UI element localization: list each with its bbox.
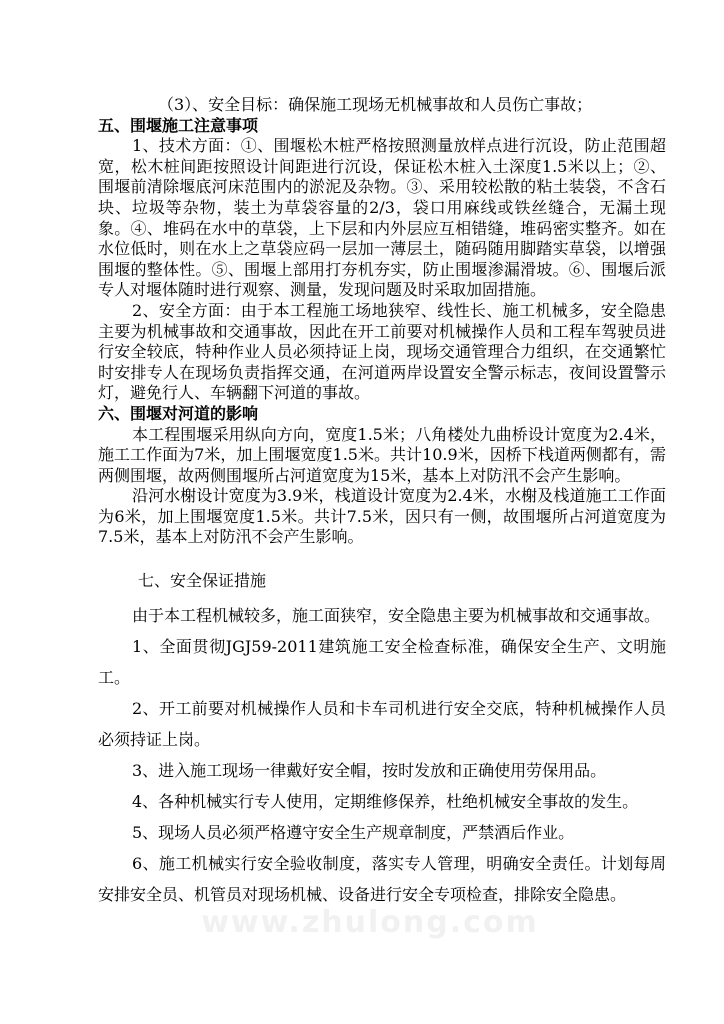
section-6-paragraph-1: 本工程围堰采用纵向方向，宽度1.5米；八角楼处九曲桥设计宽度为2.4米，施工工作面为7米，加上围堰宽度1.5米。共计10.9米，因桥下栈道两侧都有，需两侧围堰，故两侧围堰所占河道宽度为15米，基本上对防汛不会产生影响。 xyxy=(98,424,666,485)
section-7-paragraph: 由于本工程机械较多，施工面狭窄，安全隐患主要为机械事故和交通事故。 xyxy=(132,606,661,625)
section-7-paragraph: 2、开工前要对机械操作人员和卡车司机进行安全交底，特种机械操作人员必须持证上岗。 xyxy=(98,699,666,749)
section-7-body xyxy=(98,600,666,910)
section-7-heading: 七、安全保证措施 xyxy=(138,571,267,590)
section-6-paragraph-2: 沿河水榭设计宽度为3.9米，栈道设计宽度为2.4米，水榭及栈道施工工作面为6米，加上围堰宽度1.5米。共计7.5米，因只有一侧，故围堰所占河道宽度为7.5米，基本上对防汛不会产生影响。 xyxy=(98,486,666,547)
watermark: www.zhulong.com xyxy=(201,905,539,940)
section-5-heading: 五、围堰施工注意事项 xyxy=(98,115,259,135)
section-5-paragraph-2: 2、安全方面：由于本工程施工场地狭窄、线性长、施工机械多，安全隐患主要为机械事故和交通事故，因此在开工前要对机械操作人员和工程车驾驶员进行安全较底，特种作业人员必须持证上岗，现场交通管理合力组织，在交通繁忙时安排专人在现场负责指挥交通，在河道两岸设置安全警示标志，夜间设置警示灯，避免行人、车辆翻下河道的事故。 xyxy=(98,300,666,403)
section-5-paragraph-1: 1、技术方面：①、围堰松木桩严格按照测量放样点进行沉设，防止范围超宽，松木桩间距按照设计间距进行沉设，保证松木桩入土深度1.5米以上；②、围堰前清除堰底河床范围内的淤泥及杂物。③、采用较松散的粘土装袋，不含石块、垃圾等杂物，装土为草袋容量的2/3，袋口用麻线或铁丝缝合，无漏土现象。④、堆码在水中的草袋，上下层和内外层应互相错缝，堆码密实整齐。如在水位低时，则在水上之草袋应码一层加一薄层土，随码随用脚踏实草袋，以增强围堰的整体性。⑤、围堰上部用打夯机夯实，防止围堰渗漏滑坡。⑥、围堰后派专人对堰体随时进行观察、测量，发现问题及时采取加固措施。 xyxy=(98,136,666,300)
section-7-paragraph: 1、全面贯彻JGJ59-2011建筑施工安全检查标准，确保安全生产、文明施工。 xyxy=(98,637,666,687)
section-7-paragraph: 4、各种机械实行专人使用，定期维修保养，杜绝机械安全事故的发生。 xyxy=(132,792,639,811)
section-7-paragraph: 6、施工机械实行安全验收制度，落实专人管理，明确安全责任。计划每周安排安全员、机管员对现场机械、设备进行安全专项检查，排除安全隐患。 xyxy=(98,854,666,904)
section-7-paragraph: 5、现场人员必须严格遵守安全生产规章制度，严禁酒后作业。 xyxy=(132,823,575,842)
dense-section xyxy=(98,95,666,548)
section-6-heading: 六、围堰对河道的影响 xyxy=(98,403,259,423)
intro-line: （3）、安全目标：确保施工现场无机械事故和人员伤亡事故； xyxy=(158,95,593,114)
section-7-paragraph: 3、进入施工现场一律戴好安全帽，按时发放和正确使用劳保用品。 xyxy=(132,761,607,780)
